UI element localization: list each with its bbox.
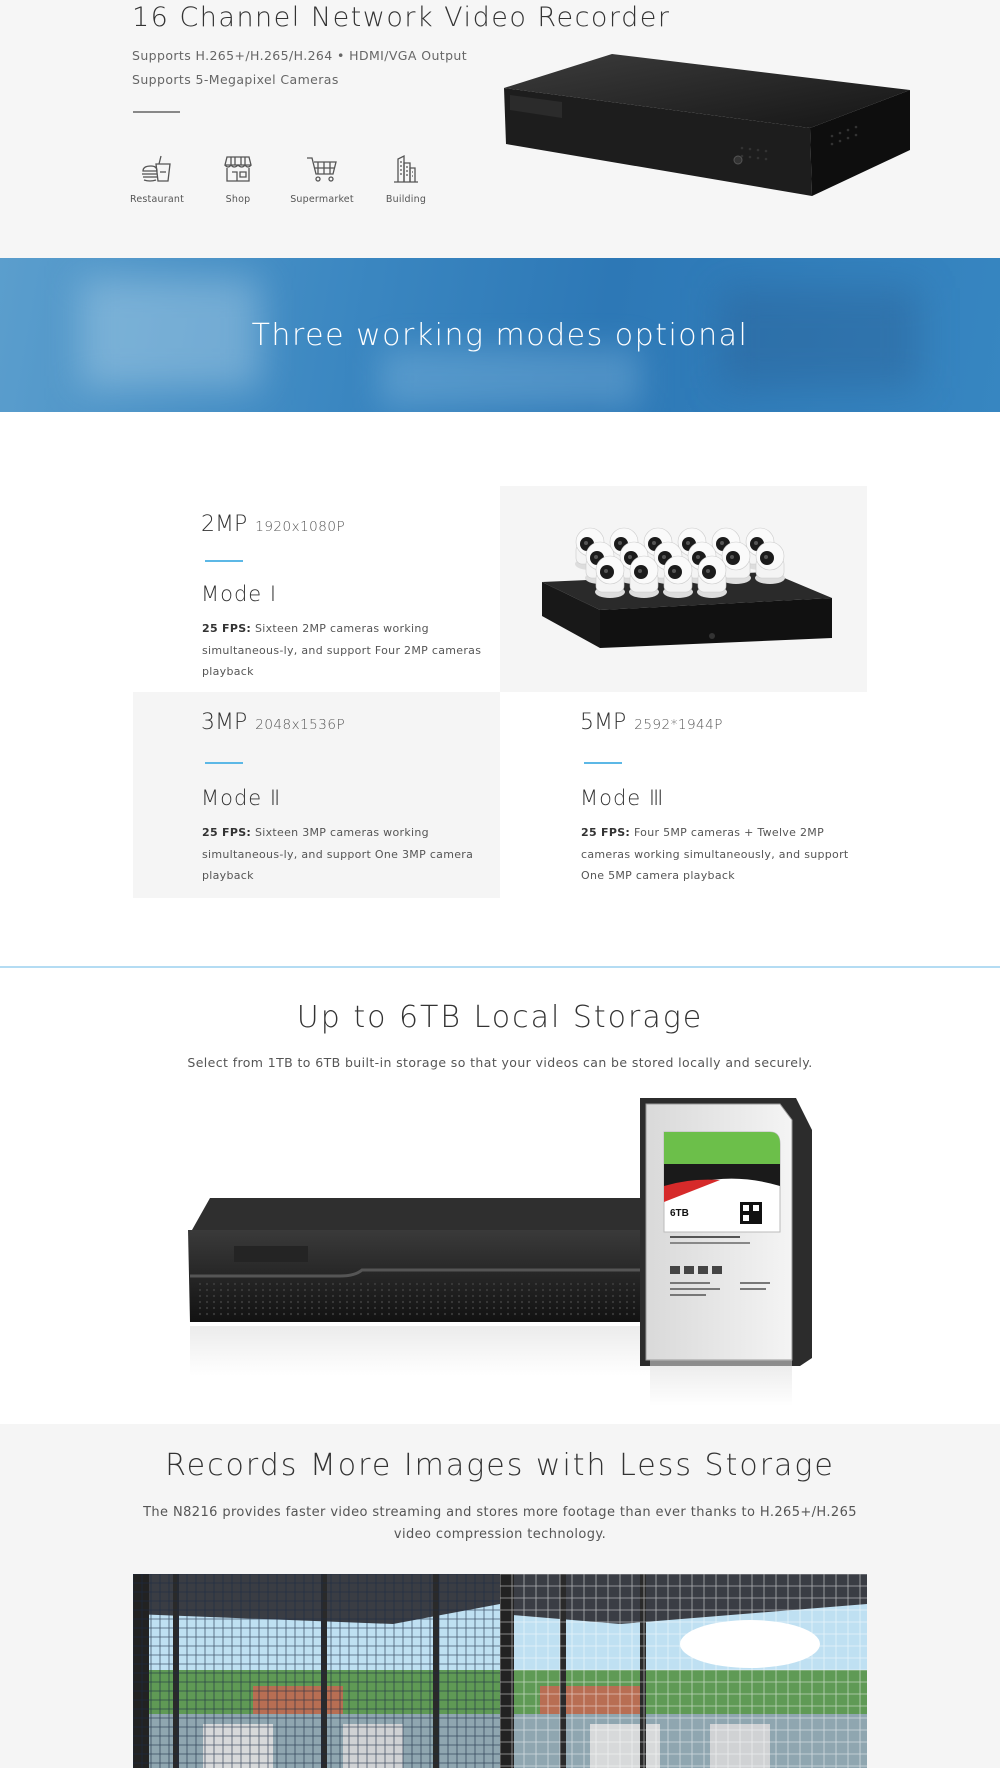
mode-accent-bar xyxy=(584,762,622,764)
application-label: Shop xyxy=(225,194,251,205)
section-divider xyxy=(0,966,1000,968)
mode-description: 25 FPS: Four 5MP cameras + Twelve 2MP cameras working simultaneously, and support One 5MP camera playback xyxy=(581,826,849,882)
records-section xyxy=(0,1424,1000,1768)
mode-description: 25 FPS: Sixteen 3MP cameras working simultaneous-ly, and support One 3MP camera playback xyxy=(202,826,474,882)
hero-section xyxy=(0,0,1000,258)
modes-banner xyxy=(0,258,1000,412)
mode-name: Mode Ⅰ xyxy=(201,582,278,606)
storage-title: Up to 6TB Local Storage xyxy=(296,1000,704,1035)
nvr-and-hard-drive-image xyxy=(180,1090,820,1410)
compression-comparison-left xyxy=(133,1574,500,1768)
mode-3-card xyxy=(500,692,867,898)
nvr-product-image xyxy=(502,50,914,200)
building-icon xyxy=(389,154,423,184)
mode-resolution: 5MP 2592*1944P xyxy=(580,710,723,735)
mode-2-card xyxy=(133,692,500,898)
mode-name: Mode Ⅱ xyxy=(201,786,282,810)
shopping-cart-icon xyxy=(305,154,339,184)
application-label: Supermarket xyxy=(290,194,354,205)
mode-pixels: 2048x1536P xyxy=(255,717,346,733)
mode-description: 25 FPS: Sixteen 2MP cameras working simultaneous-ly, and support Four 2MP cameras playback xyxy=(202,622,482,678)
mode-accent-bar xyxy=(205,762,243,764)
mode-accent-bar xyxy=(205,560,243,562)
compression-comparison-right xyxy=(500,1574,867,1768)
camera-group xyxy=(500,486,867,692)
mode-pixels: 1920x1080P xyxy=(255,519,346,535)
drive-capacity-label: 6TB xyxy=(670,1208,689,1219)
shop-icon xyxy=(221,154,255,184)
restaurant-icon xyxy=(139,154,175,184)
records-subtitle: The N8216 provides faster video streaming and stores more footage than ever thanks to H.265+/H.265 video compression technology. xyxy=(143,1505,857,1542)
mode-name: Mode Ⅲ xyxy=(580,786,665,810)
mode-1-card xyxy=(133,486,500,692)
application-shop xyxy=(203,154,273,206)
mode-pixels: 2592*1944P xyxy=(634,717,723,733)
storage-subtitle: Select from 1TB to 6TB built-in storage so that your videos can be stored locally and securely. xyxy=(187,1055,813,1070)
records-title: Records More Images with Less Storage xyxy=(165,1448,835,1483)
mode-resolution: 3MP 2048x1536P xyxy=(201,710,346,735)
banner-title: Three working modes optional xyxy=(251,318,749,353)
application-building xyxy=(371,154,441,206)
hero-subtitle-codecs: Supports H.265+/H.265/H.264 • HDMI/VGA Output xyxy=(132,48,468,63)
hero-divider xyxy=(133,111,180,113)
mode-1-image xyxy=(500,486,867,692)
hero-subtitle-cameras: Supports 5-Megapixel Cameras xyxy=(132,72,339,87)
application-supermarket xyxy=(287,154,357,206)
mode-resolution: 2MP 1920x1080P xyxy=(201,512,346,537)
application-label: Restaurant xyxy=(129,194,184,205)
application-restaurant xyxy=(122,154,192,206)
application-label: Building xyxy=(385,194,427,205)
hero-title: 16 Channel Network Video Recorder xyxy=(132,2,671,33)
